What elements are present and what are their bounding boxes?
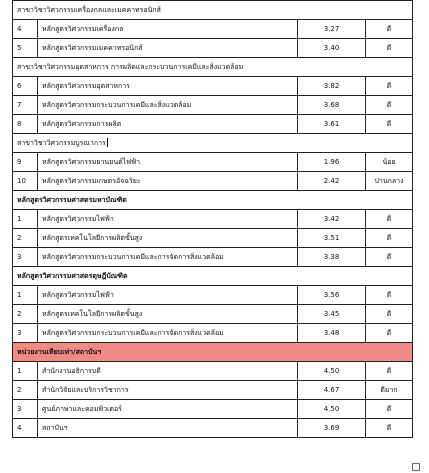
section-title [13,134,413,153]
table-body [13,1,413,438]
table-row [13,400,413,419]
level-label: ดี [366,362,413,381]
program-name: หลักสูตรวิศวกรรมยานยนต์ไฟฟ้า [38,153,298,172]
score-value: 2.42 [298,172,366,191]
table-row [13,248,413,267]
program-name: หลักสูตรเทคโนโลยีการผลิตขั้นสูง [38,229,298,248]
table-row [13,115,413,134]
program-name: สถาบันฯ [38,419,298,438]
table-row [13,96,413,115]
program-name: หลักสูตรวิศวกรรมไฟฟ้า [38,210,298,229]
program-name: หลักสูตรวิศวกรรมกระบวนการเคมีและสิ่งแวดล้อม [38,96,298,115]
score-value: 3.27 [298,20,366,39]
row-number: 3 [13,324,38,343]
section-header-row [13,343,413,362]
document-page [12,0,412,438]
table-row [13,324,413,343]
row-number: 4 [13,419,38,438]
row-number: 4 [13,20,38,39]
score-value: 3.68 [298,96,366,115]
score-value: 4.50 [298,362,366,381]
row-number: 6 [13,77,38,96]
level-label: ดีมาก [366,381,413,400]
level-label: ดี [366,305,413,324]
section-header-row [13,58,413,77]
table-row [13,419,413,438]
section-title-text: หลักสูตรวิศวกรรมศาสตรดุษฎีบัณฑิต [17,271,128,280]
level-label: ปานกลาง [366,172,413,191]
program-name: หลักสูตรวิศวกรรมเกษตรอัจฉริยะ [38,172,298,191]
program-name: หลักสูตรวิศวกรรมกระบวนการเคมีและการจัดการสิ่งแวดล้อม [38,324,298,343]
section-header-row [13,1,413,20]
level-label: ดี [366,419,413,438]
level-label: ดี [366,229,413,248]
row-number: 3 [13,248,38,267]
table-row [13,172,413,191]
score-value: 4.50 [298,400,366,419]
section-title-text: สาขาวิชาวิศวกรรมบูรณาการ [17,138,106,147]
score-value: 3.40 [298,39,366,58]
score-value: 3.38 [298,248,366,267]
row-number: 2 [13,381,38,400]
row-number: 9 [13,153,38,172]
section-title [13,343,413,362]
section-title [13,1,413,20]
table-row [13,305,413,324]
table-row [13,286,413,305]
program-name: หลักสูตรวิศวกรรมเมคคาทรอนิกส์ [38,39,298,58]
score-value: 3.56 [298,286,366,305]
evaluation-table [12,0,413,438]
level-label: ดี [366,400,413,419]
level-label: ดี [366,210,413,229]
row-number: 1 [13,286,38,305]
section-title-text: สาขาวิชาวิศวกรรมอุตสาหการ การผลิตและกระบวนการเคมีและสิ่งแวดล้อม [17,62,244,71]
program-name: หลักสูตรวิศวกรรมเครื่องกล [38,20,298,39]
score-value: 3.61 [298,115,366,134]
row-number: 1 [13,362,38,381]
program-name: สำนักงานอธิการบดี [38,362,298,381]
section-header-row [13,267,413,286]
level-label: ดี [366,324,413,343]
score-value: 3.51 [298,229,366,248]
table-row [13,229,413,248]
section-title-text: สาขาวิชาวิศวกรรมเครื่องกลและเมคคาทรอนิกส์ [17,5,161,14]
table-row [13,77,413,96]
row-number: 5 [13,39,38,58]
program-name: ศูนย์ภาษาและคอมพิวเตอร์ [38,400,298,419]
score-value: 4.67 [298,381,366,400]
row-number: 1 [13,210,38,229]
level-label: น้อย [366,153,413,172]
score-value: 3.69 [298,419,366,438]
program-name: หลักสูตรวิศวกรรมกระบวนการเคมีและการจัดการสิ่งแวดล้อม [38,248,298,267]
table-row [13,153,413,172]
program-name: หลักสูตรวิศวกรรมอุตสาหการ [38,77,298,96]
row-number: 2 [13,229,38,248]
score-value: 3.82 [298,77,366,96]
level-label: ดี [366,96,413,115]
score-value: 3.42 [298,210,366,229]
program-name: หลักสูตรวิศวกรรมการผลิต [38,115,298,134]
level-label: ดี [366,286,413,305]
table-row [13,381,413,400]
level-label: ดี [366,248,413,267]
program-name: สำนักวิจัยและบริการวิชาการ [38,381,298,400]
row-number: 8 [13,115,38,134]
table-row [13,20,413,39]
section-title-text: หลักสูตรวิศวกรรมศาสตรมหาบัณฑิต [17,195,127,204]
section-header-row [13,134,413,153]
row-number: 2 [13,305,38,324]
text-cursor [107,138,108,147]
section-title [13,191,413,210]
level-label: ดี [366,115,413,134]
table-row [13,362,413,381]
section-title [13,267,413,286]
row-number: 7 [13,96,38,115]
section-title-text: หน่วยงานเทียบเท่า/สถาบันฯ [17,347,102,356]
level-label: ดี [366,20,413,39]
score-value: 3.48 [298,324,366,343]
score-value: 3.45 [298,305,366,324]
table-row [13,39,413,58]
section-title [13,58,413,77]
row-number: 10 [13,172,38,191]
level-label: ดี [366,77,413,96]
level-label: ดี [366,39,413,58]
program-name: หลักสูตรเทคโนโลยีการผลิตขั้นสูง [38,305,298,324]
row-number: 3 [13,400,38,419]
score-value: 1.96 [298,153,366,172]
table-end-marker [412,463,420,471]
program-name: หลักสูตรวิศวกรรมไฟฟ้า [38,286,298,305]
table-row [13,210,413,229]
section-header-row [13,191,413,210]
